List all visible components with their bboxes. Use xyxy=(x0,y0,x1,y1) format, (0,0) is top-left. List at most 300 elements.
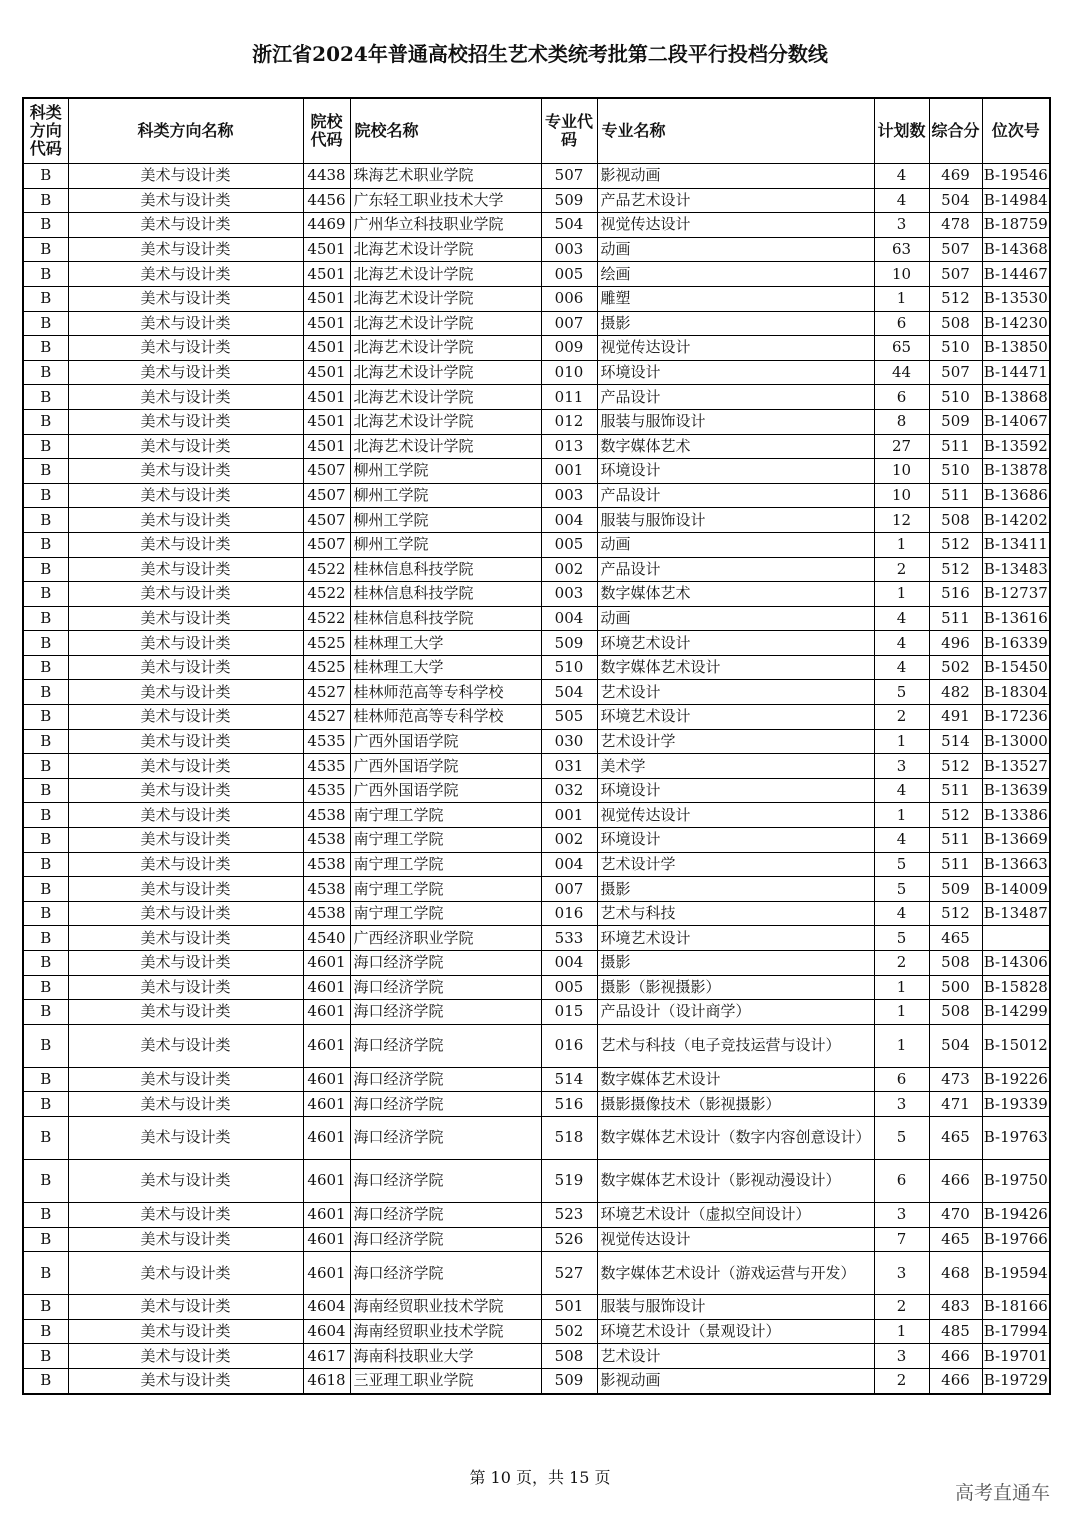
cell-score: 470 xyxy=(929,1202,982,1227)
cell-major-name: 美术学 xyxy=(597,754,874,779)
cell-school-name: 广西外国语学院 xyxy=(350,778,541,803)
cell-category-code: B xyxy=(23,655,68,680)
cell-score: 466 xyxy=(929,1344,982,1369)
cell-major-code: 502 xyxy=(541,1319,597,1344)
cell-school-code: 4601 xyxy=(303,1024,350,1067)
cell-rank: B-14306 xyxy=(982,951,1050,976)
cell-major-name: 视觉传达设计 xyxy=(597,803,874,828)
cell-category-code: B xyxy=(23,1227,68,1252)
cell-school-code: 4601 xyxy=(303,1252,350,1295)
table-row xyxy=(23,459,1050,484)
cell-plan: 1 xyxy=(874,803,929,828)
cell-school-name: 海口经济学院 xyxy=(350,1000,541,1025)
table-row xyxy=(23,164,1050,189)
cell-major-code: 003 xyxy=(541,483,597,508)
cell-school-name: 海口经济学院 xyxy=(350,1252,541,1295)
cell-major-code: 001 xyxy=(541,459,597,484)
cell-category-name: 美术与设计类 xyxy=(68,1344,303,1369)
cell-category-name: 美术与设计类 xyxy=(68,1202,303,1227)
cell-category-name: 美术与设计类 xyxy=(68,754,303,779)
header-school-code: 院校代码 xyxy=(303,98,350,164)
cell-score: 466 xyxy=(929,1368,982,1393)
cell-major-name: 雕塑 xyxy=(597,286,874,311)
cell-school-code: 4601 xyxy=(303,1116,350,1159)
cell-major-code: 533 xyxy=(541,926,597,951)
cell-category-code: B xyxy=(23,286,68,311)
cell-plan: 4 xyxy=(874,778,929,803)
cell-category-code: B xyxy=(23,926,68,951)
cell-rank: B-14230 xyxy=(982,311,1050,336)
cell-score: 473 xyxy=(929,1067,982,1092)
cell-plan: 44 xyxy=(874,360,929,385)
cell-school-code: 4501 xyxy=(303,434,350,459)
cell-major-name: 环境艺术设计 xyxy=(597,631,874,656)
cell-rank: B-13411 xyxy=(982,532,1050,557)
table-row xyxy=(23,1344,1050,1369)
cell-rank: B-13616 xyxy=(982,606,1050,631)
cell-score: 482 xyxy=(929,680,982,705)
cell-rank: B-13639 xyxy=(982,778,1050,803)
cell-school-name: 海口经济学院 xyxy=(350,1227,541,1252)
cell-major-code: 501 xyxy=(541,1295,597,1320)
cell-school-code: 4540 xyxy=(303,926,350,951)
cell-category-code: B xyxy=(23,385,68,410)
cell-school-name: 海口经济学院 xyxy=(350,1159,541,1202)
table-row xyxy=(23,705,1050,730)
table-header-row xyxy=(23,98,1050,164)
cell-major-code: 003 xyxy=(541,582,597,607)
cell-rank: B-14299 xyxy=(982,1000,1050,1025)
cell-school-code: 4456 xyxy=(303,188,350,213)
header-category-code: 科类方向代码 xyxy=(23,98,68,164)
cell-category-name: 美术与设计类 xyxy=(68,188,303,213)
cell-school-name: 南宁理工学院 xyxy=(350,852,541,877)
cell-school-name: 海口经济学院 xyxy=(350,1024,541,1067)
cell-major-code: 002 xyxy=(541,557,597,582)
cell-school-code: 4601 xyxy=(303,1067,350,1092)
cell-category-name: 美术与设计类 xyxy=(68,852,303,877)
cell-school-name: 北海艺术设计学院 xyxy=(350,286,541,311)
cell-major-code: 523 xyxy=(541,1202,597,1227)
cell-rank: B-19339 xyxy=(982,1092,1050,1117)
cell-rank: B-18304 xyxy=(982,680,1050,705)
cell-school-code: 4535 xyxy=(303,754,350,779)
cell-category-code: B xyxy=(23,360,68,385)
cell-school-name: 广西外国语学院 xyxy=(350,754,541,779)
cell-category-name: 美术与设计类 xyxy=(68,877,303,902)
cell-rank: B-13868 xyxy=(982,385,1050,410)
cell-score: 491 xyxy=(929,705,982,730)
header-category-name: 科类方向名称 xyxy=(68,98,303,164)
table-row xyxy=(23,483,1050,508)
cell-plan: 10 xyxy=(874,459,929,484)
cell-category-code: B xyxy=(23,508,68,533)
cell-category-code: B xyxy=(23,582,68,607)
cell-rank: B-19226 xyxy=(982,1067,1050,1092)
cell-school-code: 4601 xyxy=(303,975,350,1000)
table-row xyxy=(23,262,1050,287)
cell-category-code: B xyxy=(23,1368,68,1393)
cell-school-name: 海南经贸职业技术学院 xyxy=(350,1295,541,1320)
cell-score: 509 xyxy=(929,877,982,902)
table-row xyxy=(23,852,1050,877)
cell-score: 468 xyxy=(929,1252,982,1295)
cell-school-code: 4535 xyxy=(303,729,350,754)
cell-major-name: 数字媒体艺术设计（影视动漫设计） xyxy=(597,1159,874,1202)
cell-category-code: B xyxy=(23,1252,68,1295)
cell-rank: B-13663 xyxy=(982,852,1050,877)
cell-plan: 4 xyxy=(874,606,929,631)
table-row xyxy=(23,1159,1050,1202)
cell-rank: B-19766 xyxy=(982,1227,1050,1252)
cell-plan: 5 xyxy=(874,680,929,705)
cell-school-name: 海南经贸职业技术学院 xyxy=(350,1319,541,1344)
cell-school-name: 北海艺术设计学院 xyxy=(350,434,541,459)
cell-school-code: 4501 xyxy=(303,360,350,385)
cell-category-name: 美术与设计类 xyxy=(68,237,303,262)
cell-school-name: 南宁理工学院 xyxy=(350,803,541,828)
cell-plan: 3 xyxy=(874,1202,929,1227)
cell-major-name: 艺术与科技 xyxy=(597,901,874,926)
cell-category-name: 美术与设计类 xyxy=(68,582,303,607)
cell-plan: 5 xyxy=(874,852,929,877)
cell-major-name: 环境艺术设计 xyxy=(597,926,874,951)
cell-rank: B-12737 xyxy=(982,582,1050,607)
cell-plan: 6 xyxy=(874,1159,929,1202)
cell-plan: 4 xyxy=(874,188,929,213)
cell-rank: B-13527 xyxy=(982,754,1050,779)
cell-plan: 3 xyxy=(874,1252,929,1295)
table-row xyxy=(23,1092,1050,1117)
table-row xyxy=(23,655,1050,680)
cell-rank: B-18759 xyxy=(982,213,1050,238)
cell-major-code: 004 xyxy=(541,951,597,976)
cell-school-code: 4501 xyxy=(303,409,350,434)
cell-major-name: 视觉传达设计 xyxy=(597,213,874,238)
cell-category-name: 美术与设计类 xyxy=(68,926,303,951)
table-row xyxy=(23,311,1050,336)
cell-category-name: 美术与设计类 xyxy=(68,1092,303,1117)
cell-category-code: B xyxy=(23,901,68,926)
cell-school-name: 柳州工学院 xyxy=(350,508,541,533)
cell-major-name: 艺术设计 xyxy=(597,680,874,705)
cell-school-code: 4538 xyxy=(303,852,350,877)
cell-score: 465 xyxy=(929,926,982,951)
cell-category-name: 美术与设计类 xyxy=(68,631,303,656)
cell-score: 502 xyxy=(929,655,982,680)
cell-major-name: 数字媒体艺术设计 xyxy=(597,655,874,680)
cell-school-code: 4501 xyxy=(303,286,350,311)
cell-major-code: 006 xyxy=(541,286,597,311)
cell-school-name: 柳州工学院 xyxy=(350,483,541,508)
table-row xyxy=(23,409,1050,434)
cell-category-code: B xyxy=(23,409,68,434)
cell-school-code: 4538 xyxy=(303,877,350,902)
cell-school-name: 南宁理工学院 xyxy=(350,828,541,853)
table-row xyxy=(23,803,1050,828)
cell-rank: B-13850 xyxy=(982,336,1050,361)
cell-plan: 4 xyxy=(874,901,929,926)
cell-plan: 2 xyxy=(874,1368,929,1393)
cell-school-name: 桂林理工大学 xyxy=(350,655,541,680)
cell-category-code: B xyxy=(23,951,68,976)
cell-school-code: 4438 xyxy=(303,164,350,189)
watermark: 高考直通车 xyxy=(954,1482,1050,1504)
cell-major-code: 004 xyxy=(541,606,597,631)
cell-major-name: 影视动画 xyxy=(597,164,874,189)
cell-plan: 1 xyxy=(874,286,929,311)
table-row xyxy=(23,532,1050,557)
cell-category-name: 美术与设计类 xyxy=(68,459,303,484)
cell-school-code: 4601 xyxy=(303,1000,350,1025)
cell-category-name: 美术与设计类 xyxy=(68,409,303,434)
table-row xyxy=(23,901,1050,926)
cell-school-code: 4538 xyxy=(303,803,350,828)
cell-category-code: B xyxy=(23,1159,68,1202)
cell-score: 511 xyxy=(929,828,982,853)
cell-school-code: 4522 xyxy=(303,557,350,582)
table-row xyxy=(23,1252,1050,1295)
cell-category-name: 美术与设计类 xyxy=(68,1295,303,1320)
cell-major-code: 001 xyxy=(541,803,597,828)
table-row xyxy=(23,1227,1050,1252)
cell-category-name: 美术与设计类 xyxy=(68,1067,303,1092)
cell-rank: B-13686 xyxy=(982,483,1050,508)
cell-category-name: 美术与设计类 xyxy=(68,1368,303,1393)
header-major-name: 专业名称 xyxy=(597,98,874,164)
cell-plan: 5 xyxy=(874,926,929,951)
cell-major-code: 510 xyxy=(541,655,597,680)
cell-major-code: 504 xyxy=(541,680,597,705)
cell-major-code: 516 xyxy=(541,1092,597,1117)
cell-major-name: 艺术设计学 xyxy=(597,729,874,754)
cell-major-name: 摄影（影视摄影） xyxy=(597,975,874,1000)
cell-category-name: 美术与设计类 xyxy=(68,1024,303,1067)
cell-rank: B-13878 xyxy=(982,459,1050,484)
cell-major-name: 艺术设计 xyxy=(597,1344,874,1369)
cell-school-name: 南宁理工学院 xyxy=(350,901,541,926)
cell-plan: 63 xyxy=(874,237,929,262)
cell-major-name: 环境艺术设计（虚拟空间设计） xyxy=(597,1202,874,1227)
cell-category-name: 美术与设计类 xyxy=(68,1000,303,1025)
cell-school-name: 广西外国语学院 xyxy=(350,729,541,754)
cell-major-code: 002 xyxy=(541,828,597,853)
cell-plan: 12 xyxy=(874,508,929,533)
cell-score: 514 xyxy=(929,729,982,754)
cell-category-code: B xyxy=(23,828,68,853)
cell-plan: 3 xyxy=(874,213,929,238)
table-row xyxy=(23,385,1050,410)
cell-score: 512 xyxy=(929,803,982,828)
cell-score: 512 xyxy=(929,557,982,582)
cell-category-code: B xyxy=(23,975,68,1000)
cell-school-name: 桂林师范高等专科学校 xyxy=(350,705,541,730)
cell-category-name: 美术与设计类 xyxy=(68,901,303,926)
cell-school-name: 海口经济学院 xyxy=(350,1116,541,1159)
cell-rank: B-13483 xyxy=(982,557,1050,582)
table-row xyxy=(23,582,1050,607)
cell-major-code: 507 xyxy=(541,164,597,189)
table-row xyxy=(23,360,1050,385)
cell-rank: B-18166 xyxy=(982,1295,1050,1320)
cell-rank: B-17236 xyxy=(982,705,1050,730)
cell-rank: B-19729 xyxy=(982,1368,1050,1393)
cell-school-name: 海南科技职业大学 xyxy=(350,1344,541,1369)
cell-category-code: B xyxy=(23,1116,68,1159)
cell-plan: 3 xyxy=(874,1344,929,1369)
cell-major-code: 505 xyxy=(541,705,597,730)
cell-major-code: 526 xyxy=(541,1227,597,1252)
cell-major-name: 环境设计 xyxy=(597,778,874,803)
cell-major-name: 产品艺术设计 xyxy=(597,188,874,213)
table-row xyxy=(23,778,1050,803)
cell-school-code: 4525 xyxy=(303,655,350,680)
cell-score: 469 xyxy=(929,164,982,189)
cell-category-code: B xyxy=(23,164,68,189)
cell-category-name: 美术与设计类 xyxy=(68,508,303,533)
cell-rank xyxy=(982,926,1050,951)
cell-major-name: 数字媒体艺术设计 xyxy=(597,1067,874,1092)
cell-school-name: 北海艺术设计学院 xyxy=(350,336,541,361)
cell-school-name: 南宁理工学院 xyxy=(350,877,541,902)
cell-plan: 2 xyxy=(874,951,929,976)
cell-category-code: B xyxy=(23,705,68,730)
cell-category-code: B xyxy=(23,1000,68,1025)
cell-category-name: 美术与设计类 xyxy=(68,336,303,361)
cell-school-code: 4601 xyxy=(303,1227,350,1252)
cell-plan: 5 xyxy=(874,1116,929,1159)
cell-score: 511 xyxy=(929,778,982,803)
cell-score: 512 xyxy=(929,286,982,311)
cell-school-name: 桂林信息科技学院 xyxy=(350,606,541,631)
cell-major-code: 504 xyxy=(541,213,597,238)
cell-major-code: 015 xyxy=(541,1000,597,1025)
cell-rank: B-13000 xyxy=(982,729,1050,754)
cell-major-name: 服装与服饰设计 xyxy=(597,508,874,533)
cell-school-code: 4522 xyxy=(303,606,350,631)
cell-score: 510 xyxy=(929,385,982,410)
cell-category-code: B xyxy=(23,1024,68,1067)
cell-major-name: 服装与服饰设计 xyxy=(597,409,874,434)
cell-school-code: 4522 xyxy=(303,582,350,607)
cell-category-name: 美术与设计类 xyxy=(68,532,303,557)
table-row xyxy=(23,951,1050,976)
cell-school-code: 4501 xyxy=(303,385,350,410)
cell-school-name: 北海艺术设计学院 xyxy=(350,385,541,410)
cell-major-code: 005 xyxy=(541,262,597,287)
cell-category-code: B xyxy=(23,877,68,902)
cell-rank: B-13530 xyxy=(982,286,1050,311)
cell-rank: B-13386 xyxy=(982,803,1050,828)
cell-school-code: 4525 xyxy=(303,631,350,656)
cell-rank: B-14467 xyxy=(982,262,1050,287)
cell-category-code: B xyxy=(23,803,68,828)
cell-school-name: 桂林理工大学 xyxy=(350,631,541,656)
cell-plan: 6 xyxy=(874,385,929,410)
cell-school-name: 北海艺术设计学院 xyxy=(350,311,541,336)
cell-major-code: 005 xyxy=(541,975,597,1000)
cell-major-code: 013 xyxy=(541,434,597,459)
cell-major-code: 509 xyxy=(541,631,597,656)
cell-score: 485 xyxy=(929,1319,982,1344)
cell-major-code: 005 xyxy=(541,532,597,557)
cell-rank: B-14984 xyxy=(982,188,1050,213)
cell-category-code: B xyxy=(23,1319,68,1344)
cell-plan: 4 xyxy=(874,631,929,656)
cell-plan: 10 xyxy=(874,483,929,508)
cell-school-code: 4501 xyxy=(303,311,350,336)
cell-score: 504 xyxy=(929,1024,982,1067)
cell-category-name: 美术与设计类 xyxy=(68,606,303,631)
header-score: 综合分 xyxy=(929,98,982,164)
cell-score: 500 xyxy=(929,975,982,1000)
cell-school-code: 4501 xyxy=(303,262,350,287)
cell-school-code: 4538 xyxy=(303,901,350,926)
header-rank: 位次号 xyxy=(982,98,1050,164)
cell-plan: 3 xyxy=(874,1092,929,1117)
cell-plan: 27 xyxy=(874,434,929,459)
cell-school-name: 海口经济学院 xyxy=(350,1202,541,1227)
cell-score: 510 xyxy=(929,336,982,361)
cell-category-name: 美术与设计类 xyxy=(68,262,303,287)
cell-score: 466 xyxy=(929,1159,982,1202)
cell-category-code: B xyxy=(23,631,68,656)
cell-major-code: 030 xyxy=(541,729,597,754)
cell-rank: B-15012 xyxy=(982,1024,1050,1067)
cell-school-name: 海口经济学院 xyxy=(350,1067,541,1092)
cell-category-code: B xyxy=(23,311,68,336)
cell-major-name: 数字媒体艺术设计（数字内容创意设计） xyxy=(597,1116,874,1159)
cell-category-code: B xyxy=(23,729,68,754)
cell-category-code: B xyxy=(23,1202,68,1227)
cell-major-name: 产品设计 xyxy=(597,557,874,582)
cell-rank: B-13592 xyxy=(982,434,1050,459)
cell-rank: B-17994 xyxy=(982,1319,1050,1344)
cell-major-code: 509 xyxy=(541,188,597,213)
table-row xyxy=(23,1116,1050,1159)
cell-school-code: 4601 xyxy=(303,1092,350,1117)
table-row xyxy=(23,1319,1050,1344)
cell-score: 511 xyxy=(929,606,982,631)
cell-major-code: 527 xyxy=(541,1252,597,1295)
cell-plan: 1 xyxy=(874,1319,929,1344)
cell-category-name: 美术与设计类 xyxy=(68,557,303,582)
cell-plan: 1 xyxy=(874,532,929,557)
cell-major-code: 518 xyxy=(541,1116,597,1159)
cell-rank: B-14471 xyxy=(982,360,1050,385)
cell-category-name: 美术与设计类 xyxy=(68,483,303,508)
cell-plan: 4 xyxy=(874,828,929,853)
cell-school-code: 4507 xyxy=(303,508,350,533)
cell-category-name: 美术与设计类 xyxy=(68,1227,303,1252)
cell-rank: B-19750 xyxy=(982,1159,1050,1202)
cell-category-name: 美术与设计类 xyxy=(68,164,303,189)
cell-major-name: 动画 xyxy=(597,532,874,557)
cell-major-code: 012 xyxy=(541,409,597,434)
cell-rank: B-19426 xyxy=(982,1202,1050,1227)
cell-rank: B-14202 xyxy=(982,508,1050,533)
cell-plan: 1 xyxy=(874,1000,929,1025)
cell-school-code: 4501 xyxy=(303,237,350,262)
table-row xyxy=(23,926,1050,951)
cell-school-name: 广西经济职业学院 xyxy=(350,926,541,951)
cell-school-code: 4604 xyxy=(303,1319,350,1344)
cell-school-name: 广州华立科技职业学院 xyxy=(350,213,541,238)
cell-category-name: 美术与设计类 xyxy=(68,1116,303,1159)
cell-major-name: 绘画 xyxy=(597,262,874,287)
cell-school-name: 三亚理工职业学院 xyxy=(350,1368,541,1393)
cell-major-name: 环境艺术设计（景观设计） xyxy=(597,1319,874,1344)
